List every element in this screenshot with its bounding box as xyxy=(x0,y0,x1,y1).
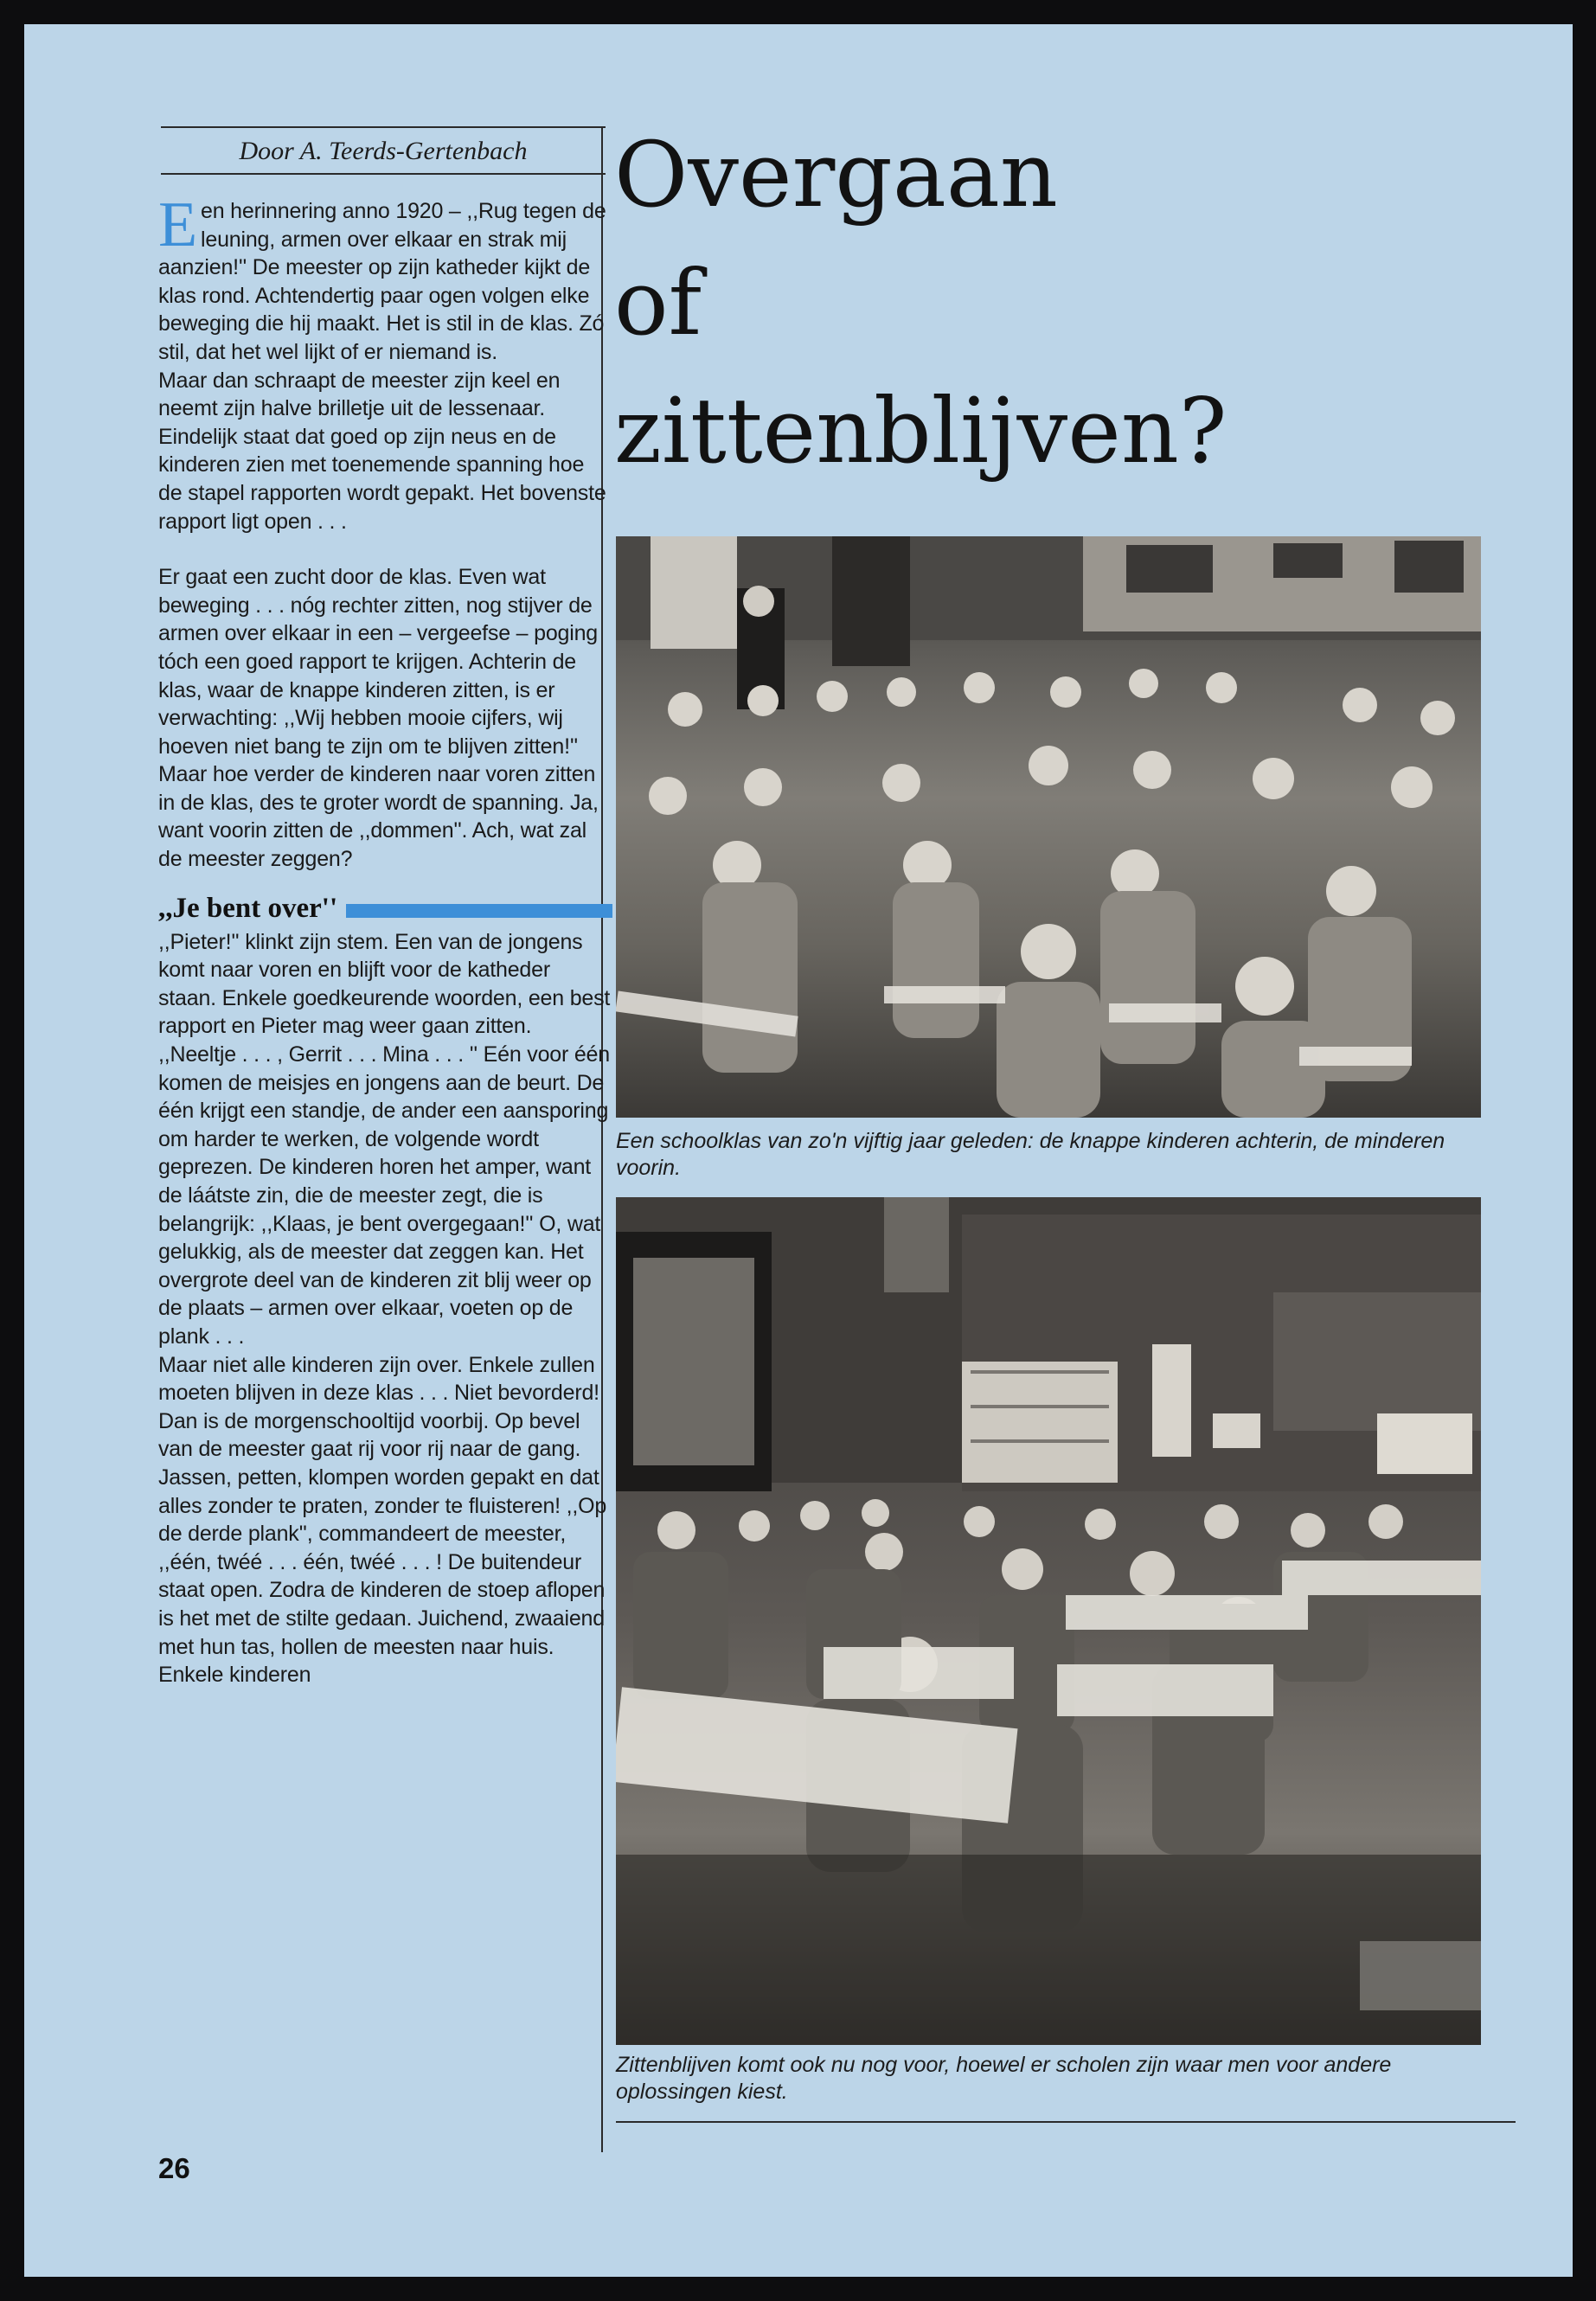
byline-rule-bottom xyxy=(161,173,606,175)
caption-rule xyxy=(616,2121,1516,2123)
paragraph: Maar hoe verder de kinderen naar voren zitten in de klas, des te groter wordt de spanning. Ja, want voorin zitten de ,,dommen''. Ach, wat zal de meester zeggen? xyxy=(158,762,599,872)
title-line: Overgaan xyxy=(614,122,1058,228)
paragraph: Maar niet alle kinderen zijn over. Enkele zullen moeten blijven in deze klas . . . Niet bevorderd! Dan is de morgenschooltijd voorbij. Op bevel van de meester gaat rij voor rij naar de gang. Jassen, petten, klompen worden gepakt en dat alles zonder te praten, zonder te fluisteren! ,,Op de derde plank'', commandeert de meester, ,,één, twéé . . . één, twéé . . . ! De buitendeur staat open. Zodra de kinderen de stoep aflopen is het met de stilte gedaan. Juichend, zwaaiend met hun tas, hollen de meesten naar huis. Enkele kinderen xyxy=(158,1352,607,1688)
paragraph: Er gaat een zucht door de klas. Even wat beweging . . . nóg rechter zitten, nog stijver de armen over elkaar in een – vergeefse – poging tóch een goed rapport te krijgen. Achterin de klas, waar de knappe kinderen zitten, is er verwachting: ,,Wij hebben mooie cijfers, wij hoeven niet bang te zijn om te blijven zitten!'' xyxy=(158,565,598,759)
paragraph-intro: Een herinnering anno 1920 – ,,Rug tegen de leuning, armen over elkaar en strak mij aanzien!'' De meester op zijn katheder kijkt de klas rond. Achtendertig paar ogen volgen elke beweging die hij maakt. Het is stil in de klas. Zó stil, dat het wel lijkt of er niemand is. xyxy=(158,189,606,364)
byline: Door A. Teerds-Gertenbach xyxy=(239,137,528,165)
drop-cap: E xyxy=(158,189,198,260)
article-body xyxy=(158,189,612,1689)
paragraph: Maar dan schraapt de meester zijn keel en neemt zijn halve brilletje uit de lessenaar. Eindelijk staat dat goed op zijn neus en de kinderen zien met toenemende spanning hoe de stapel rapporten wordt gepakt. Het bovenste rapport ligt open . . . xyxy=(158,368,606,534)
article-title xyxy=(614,111,1522,495)
section-heading-text: ,,Je bent over'' xyxy=(158,892,338,924)
photo-classroom-1920-illustration xyxy=(616,536,1481,1118)
photo-classroom-modern xyxy=(616,1197,1481,2045)
title-line: zittenblijven? xyxy=(614,378,1227,484)
title-line: of xyxy=(614,250,702,356)
section-heading xyxy=(158,893,612,925)
byline-rule-top xyxy=(161,126,606,128)
photo-caption: Zittenblijven komt ook nu nog voor, hoewel er scholen zijn waar men voor andere oplossingen kiest. xyxy=(616,2053,1392,2104)
paragraph: ,,Pieter!'' klinkt zijn stem. Een van de jongens komt naar voren en blijft voor de katheder staan. Enkele goedkeurende woorden, een best rapport en Pieter mag weer gaan zitten. ,,Neeltje . . . , Gerrit . . . Mina . . . '' Eén voor één komen de meisjes en jongens aan de beurt. De één krijgt een standje, de ander een aansporing om harder te werken, de volgende wordt geprezen. De kinderen horen het amper, want de láátste zin, die de meester zegt, die is belangrijk: ,,Klaas, je bent overgegaan!'' O, wat gelukkig, als de meester dat zeggen kan. Het overgrote deel van de kinderen zit blij weer op de plaats – armen over elkaar, voeten op de plank . . . xyxy=(158,929,611,1349)
photo-classroom-modern-illustration xyxy=(616,1197,1481,2045)
photo-caption: Een schoolklas van zo'n vijftig jaar geleden: de knappe kinderen achterin, de minderen voorin. xyxy=(616,1129,1445,1180)
heading-accent-bar xyxy=(346,904,612,918)
photo-classroom-1920 xyxy=(616,536,1481,1118)
page-number: 26 xyxy=(158,2152,190,2184)
magazine-page xyxy=(24,24,1573,2277)
